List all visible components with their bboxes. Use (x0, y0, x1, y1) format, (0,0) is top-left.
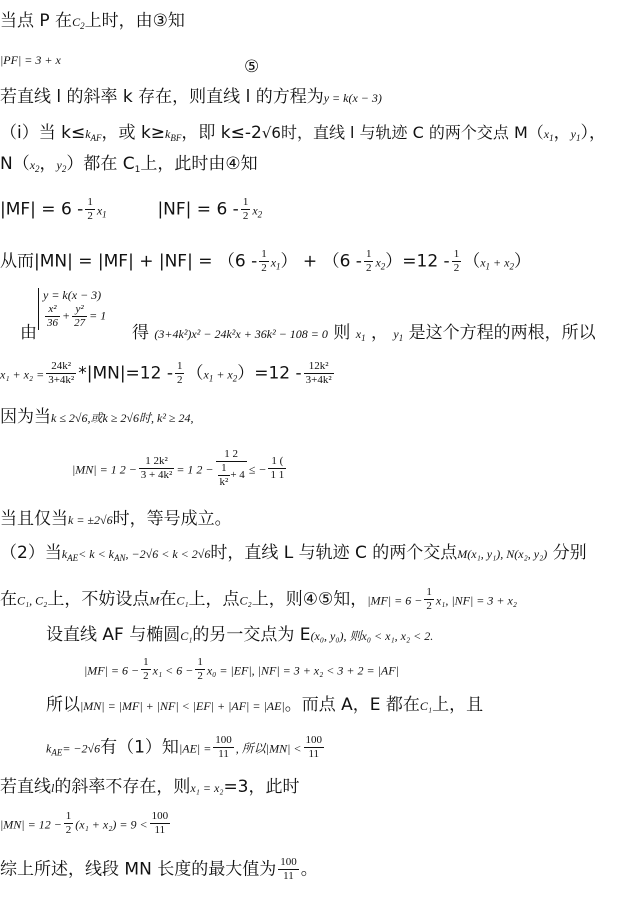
line-20: |MN| = 12 − $\frac{1}{2}$ (x₁ + x₂) = 9 < $\frac{100}{11}$ (0, 810, 169, 836)
line-3: 若直线 l 的斜率 k 存在，则直线 l 的方程为y = k(x − 3) (0, 87, 382, 107)
line-2: |PF| = 3 + x ⑤ (0, 53, 260, 77)
line-12: 当且仅当k = ±2√6时，等号成立。 (0, 509, 232, 529)
line-11: |MN| = 1 2 − $\frac{\text{1 2k²}}{\text{3 + 4k²}}$ = 1 2 − 1 2 $\frac{1}{\text{k²}}$ + 4 ≤ − $\frac{1 (}{1 1}$ (72, 448, 285, 488)
line-5: N（x2，y2）都在 C1上，此时由④知 (0, 154, 258, 175)
line-16: |MF| = 6 − $\frac{1}{2}$ x₁ < 6 − $\frac{1}{2}$ x₀ = |EF|, |NF| = 3 + x₂ < 3 + 2 = |AF| (84, 656, 399, 682)
line-9: x₁ + x₂ = $\frac{\text{24k²}}{\text{3+4k²}}$ *|MN|=12 - $\frac{1}{2}$ （x1 + x2）=12 - $\frac{\text{12k²}}{\text{3+4k²}}$ (0, 360, 332, 386)
line-21: 综上所述，线段 MN 长度的最大值为 $\frac{100}{11}$ 。 (0, 856, 318, 882)
line-18: kAE= −2√6有（1）知|AE| = $\frac{100}{11}$ , 所以|MN| < $\frac{100}{11}$ (46, 734, 322, 760)
line-19: 若直线l的斜率不存在，则x₁ = x₂=3，此时 (0, 777, 300, 797)
line-4: （ⅰ）当 k≤kAF，或 k≥kBF，即 k≤-2√6时，直线 l 与轨迹 C 的两个交点 M（x1，y1）， (0, 123, 606, 143)
line-14: 在C₁, C₂上，不妨设点M在C₁上，点C₂上，则④⑤知，|MF| = 6 − $\frac{1}{2}$ x₁, |NF| = 3 + x₂ (0, 586, 517, 612)
equation-system: y = k(x − 3) $\frac{\text{x²}}{36}$ + $\frac{\text{y²}}{27}$ = 1 (38, 288, 106, 330)
line-1: 当点 P 在C2上时，由③知 (0, 11, 185, 31)
line-15: 设直线 AF 与椭圆C₁的另一交点为 E(x₀, y₀), 则x₀ < x₁, x₂ < 2. (46, 625, 434, 645)
line-10: 因为当k ≤ 2√6,或k ≥ 2√6时, k² ≥ 24, (0, 407, 194, 427)
line-13: （2）当kAE< k < kAN, −2√6 < k < 2√6时，直线 L 与轨迹 C 的两个交点M(x₁, y₁), N(x₂, y₂) 分别 (0, 543, 587, 563)
line-17: 所以|MN| = |MF| + |NF| < |EF| + |AF| = |AE|。而点 A，E 都在C₁上，且 (46, 695, 484, 715)
line-7: 从而|MN| = |MF| + |NF| = （6 - $\frac{1}{2}$ x1） + （6 - $\frac{1}{2}$ x2）=12 - $\frac{1}{2}$ （x1 + x2） (0, 248, 531, 274)
line-6: |MF| = 6 - $\frac{1}{2}$ x1 |NF| = 6 - $\frac{1}{2}$ x2 (0, 196, 263, 222)
